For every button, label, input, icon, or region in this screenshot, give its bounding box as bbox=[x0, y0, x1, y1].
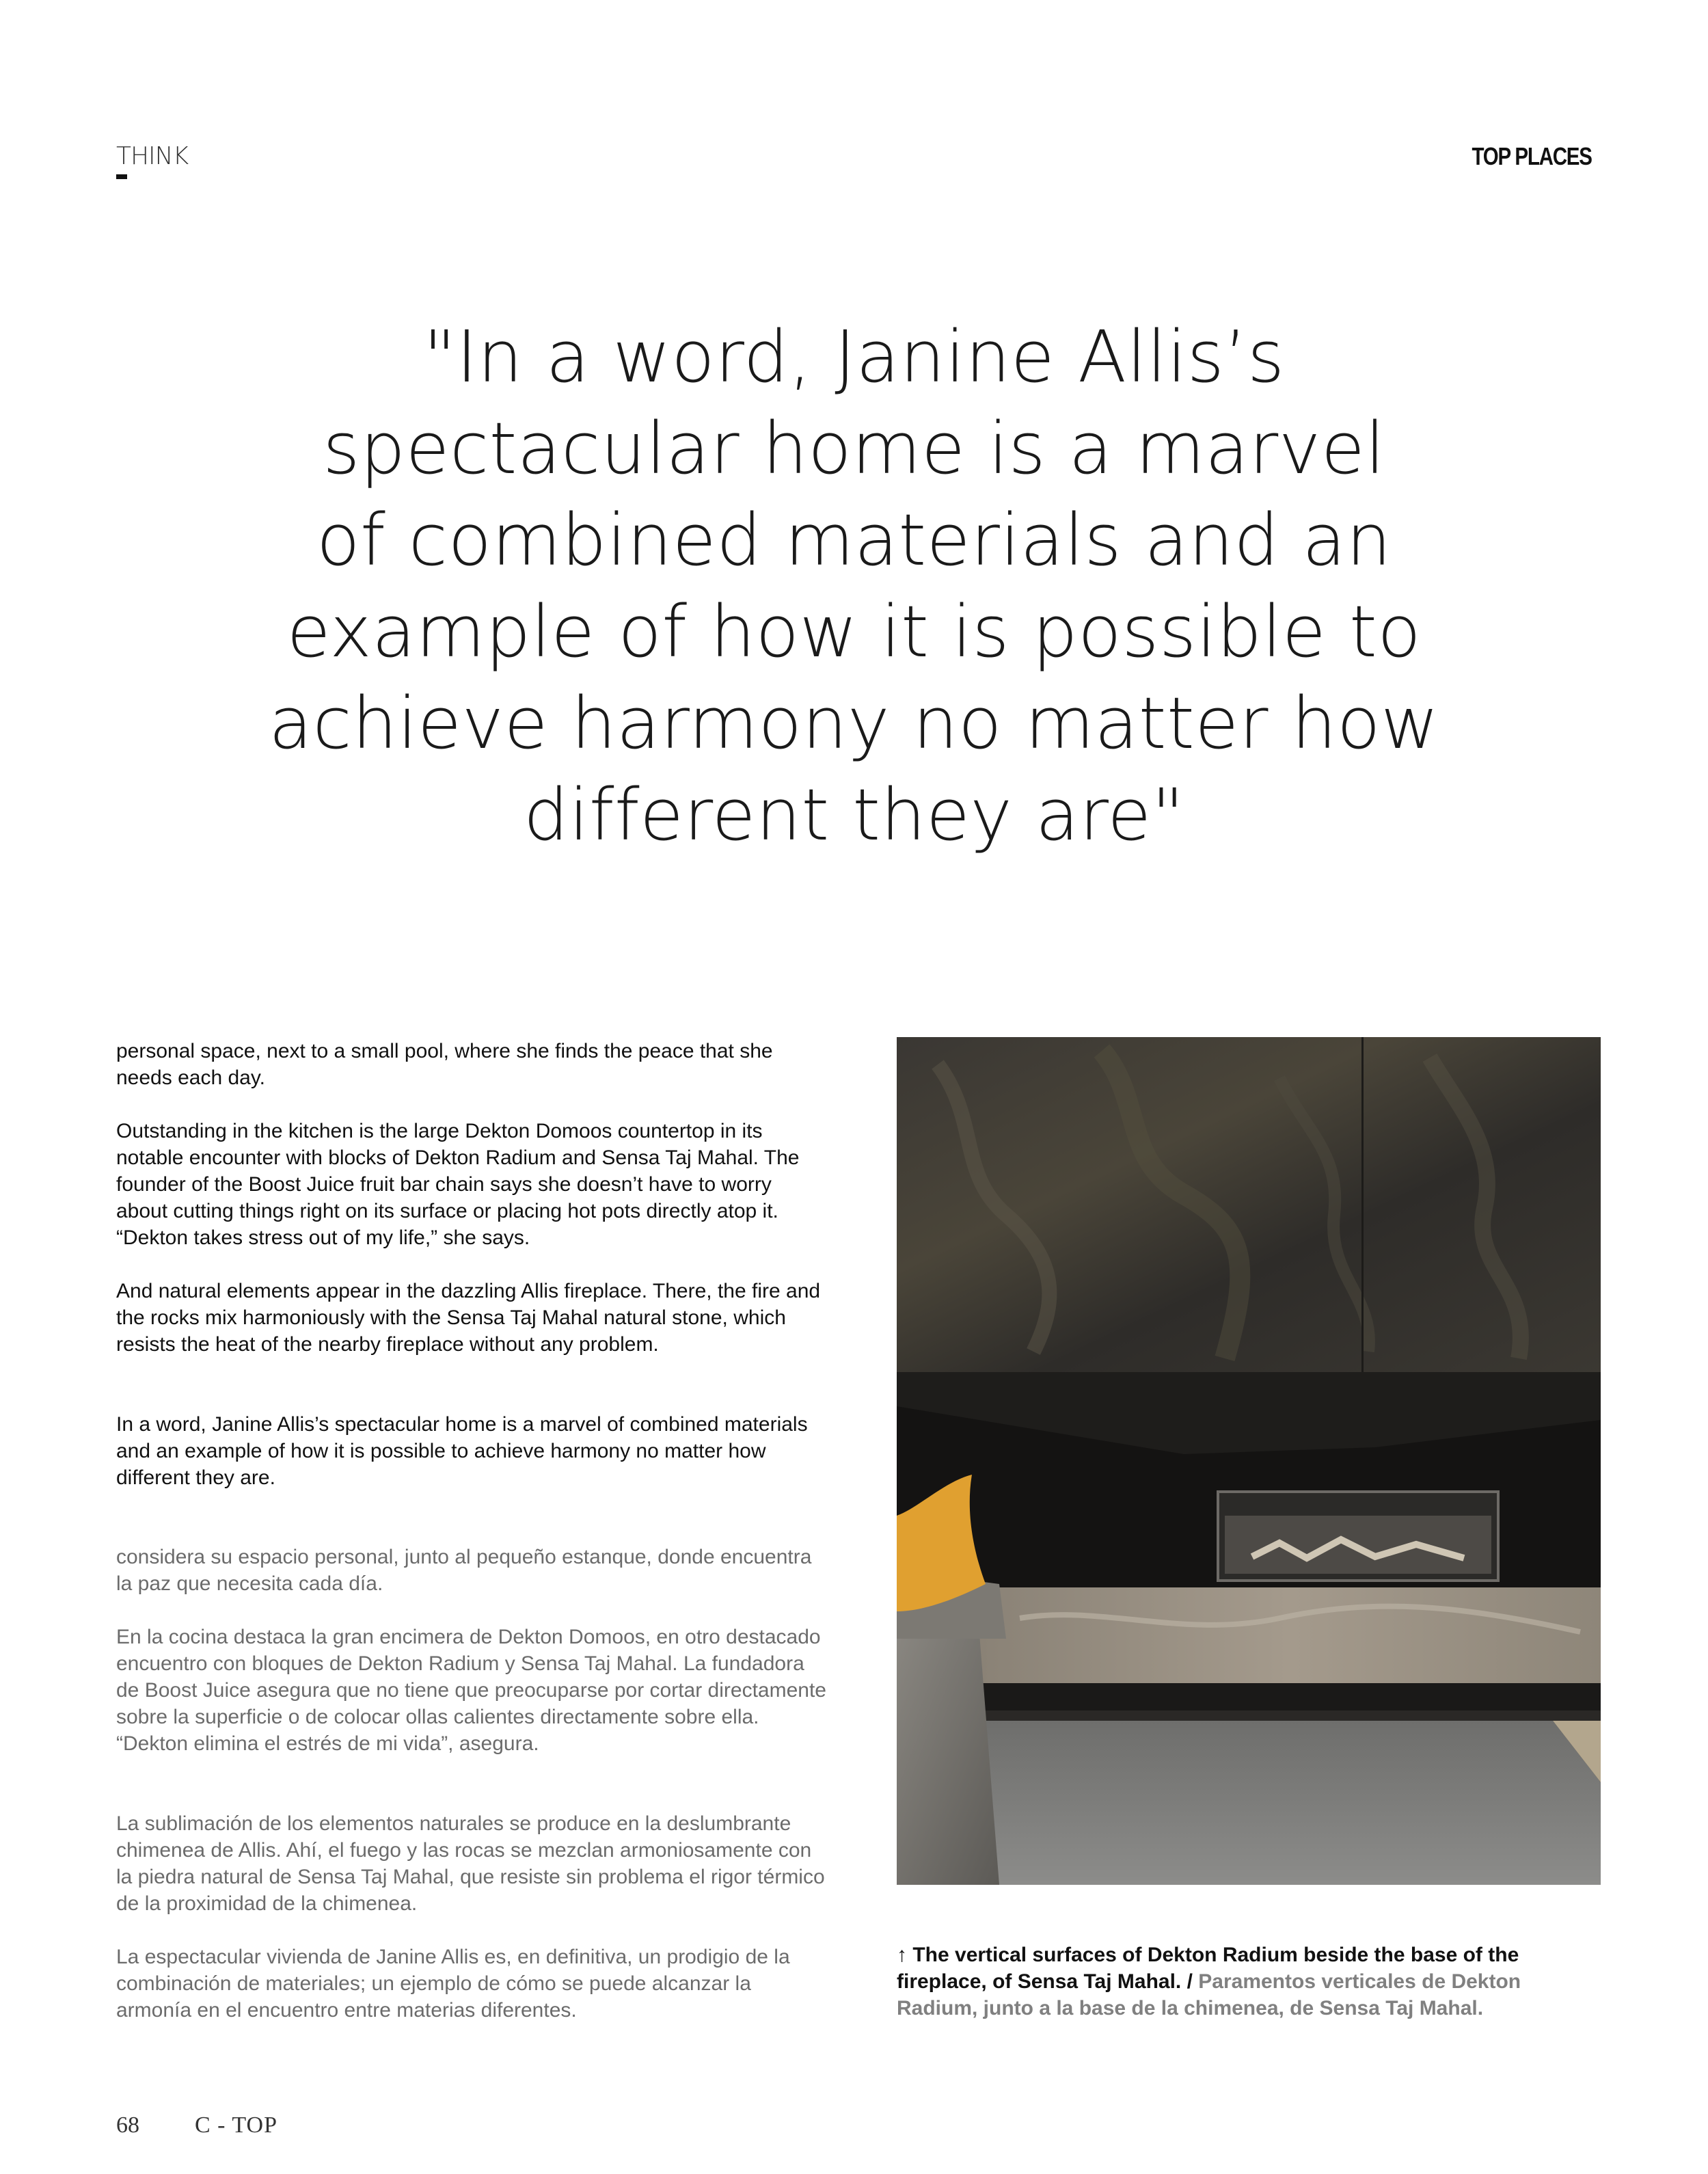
english-paragraph-1: personal space, next to a small pool, where she finds the peace that she needs each day. bbox=[116, 1040, 773, 1089]
fireplace-photo bbox=[897, 1037, 1601, 1885]
photo-caption bbox=[897, 1942, 1601, 2022]
spanish-paragraph-4: La espectacular vivienda de Janine Allis es, en definitiva, un prodigio de la combinación de materiales; un ejemplo de cómo se puede alcanzar la armonía en el encuentro entre materias diferentes. bbox=[116, 1946, 790, 2022]
pull-quote-line: achieve harmony no matter how bbox=[269, 682, 1439, 765]
english-paragraph-3: And natural elements appear in the dazzling Allis fireplace. There, the fire and the rocks mix harmoniously with the Sensa Taj Mahal natural stone, which resists the heat of the nearby fireplace without any problem. bbox=[116, 1280, 821, 1356]
caption-spanish: Paramentos verticales de Dekton Radium, junto a la base de la chimenea, de Sensa Taj Mahal. bbox=[897, 1970, 1521, 2019]
section-label: THINK bbox=[116, 142, 189, 170]
section-marker bbox=[116, 174, 127, 179]
pull-quote bbox=[205, 311, 1503, 861]
pull-quote-line: "In a word, Janine Allis’s bbox=[423, 315, 1285, 399]
caption-english: The vertical surfaces of Dekton Radium beside the base of the fireplace, of Sensa Taj Mahal. / bbox=[897, 1944, 1519, 1993]
spanish-paragraph-1: considera su espacio personal, junto al pequeño estanque, donde encuentra la paz que necesita cada día. bbox=[116, 1546, 812, 1595]
pull-quote-line: different they are" bbox=[523, 773, 1185, 857]
english-paragraph-2: Outstanding in the kitchen is the large Dekton Domoos countertop in its notable encounter with blocks of Dekton Radium and Sensa Taj Mahal. The founder of the Boost Juice fruit bar chain says she doesn’t have to worry about cutting things right on its surface or placing hot pots directly atop it. “Dekton takes stress out of my life,” she says. bbox=[116, 1120, 800, 1249]
spanish-paragraph-2: En la cocina destaca la gran encimera de Dekton Domoos, en otro destacado encuentro con bloques de Dekton Radium y Sensa Taj Mahal. La fundadora de Boost Juice asegura que no tiene que preocuparse por cortar directamente sobre la superficie o de colocar ollas calientes directamente sobre ella. “Dekton elimina el estrés de mi vida”, asegura. bbox=[116, 1626, 826, 1755]
spanish-paragraph-3: La sublimación de los elementos naturales se produce en la deslumbrante chimenea de Allis. Ahí, el fuego y las rocas se mezclan armoniosamente con la piedra natural de Sensa Taj Mahal, que resiste sin problema el rigor térmico de la proximidad de la chimenea. bbox=[116, 1812, 825, 1915]
page-number: 68 bbox=[116, 2112, 139, 2138]
pull-quote-line: of combined materials and an bbox=[316, 498, 1392, 582]
magazine-name: C - TOP bbox=[195, 2112, 278, 2138]
category-label: TOP PLACES bbox=[1472, 142, 1592, 170]
caption-arrow-icon: ↑ bbox=[897, 1944, 907, 1966]
pull-quote-line: example of how it is possible to bbox=[286, 590, 1422, 673]
pull-quote-line: spectacular home is a marvel bbox=[323, 407, 1385, 490]
english-paragraph-4: In a word, Janine Allis’s spectacular home is a marvel of combined materials and an example of how it is possible to achieve harmony no matter how different they are. bbox=[116, 1413, 808, 1489]
